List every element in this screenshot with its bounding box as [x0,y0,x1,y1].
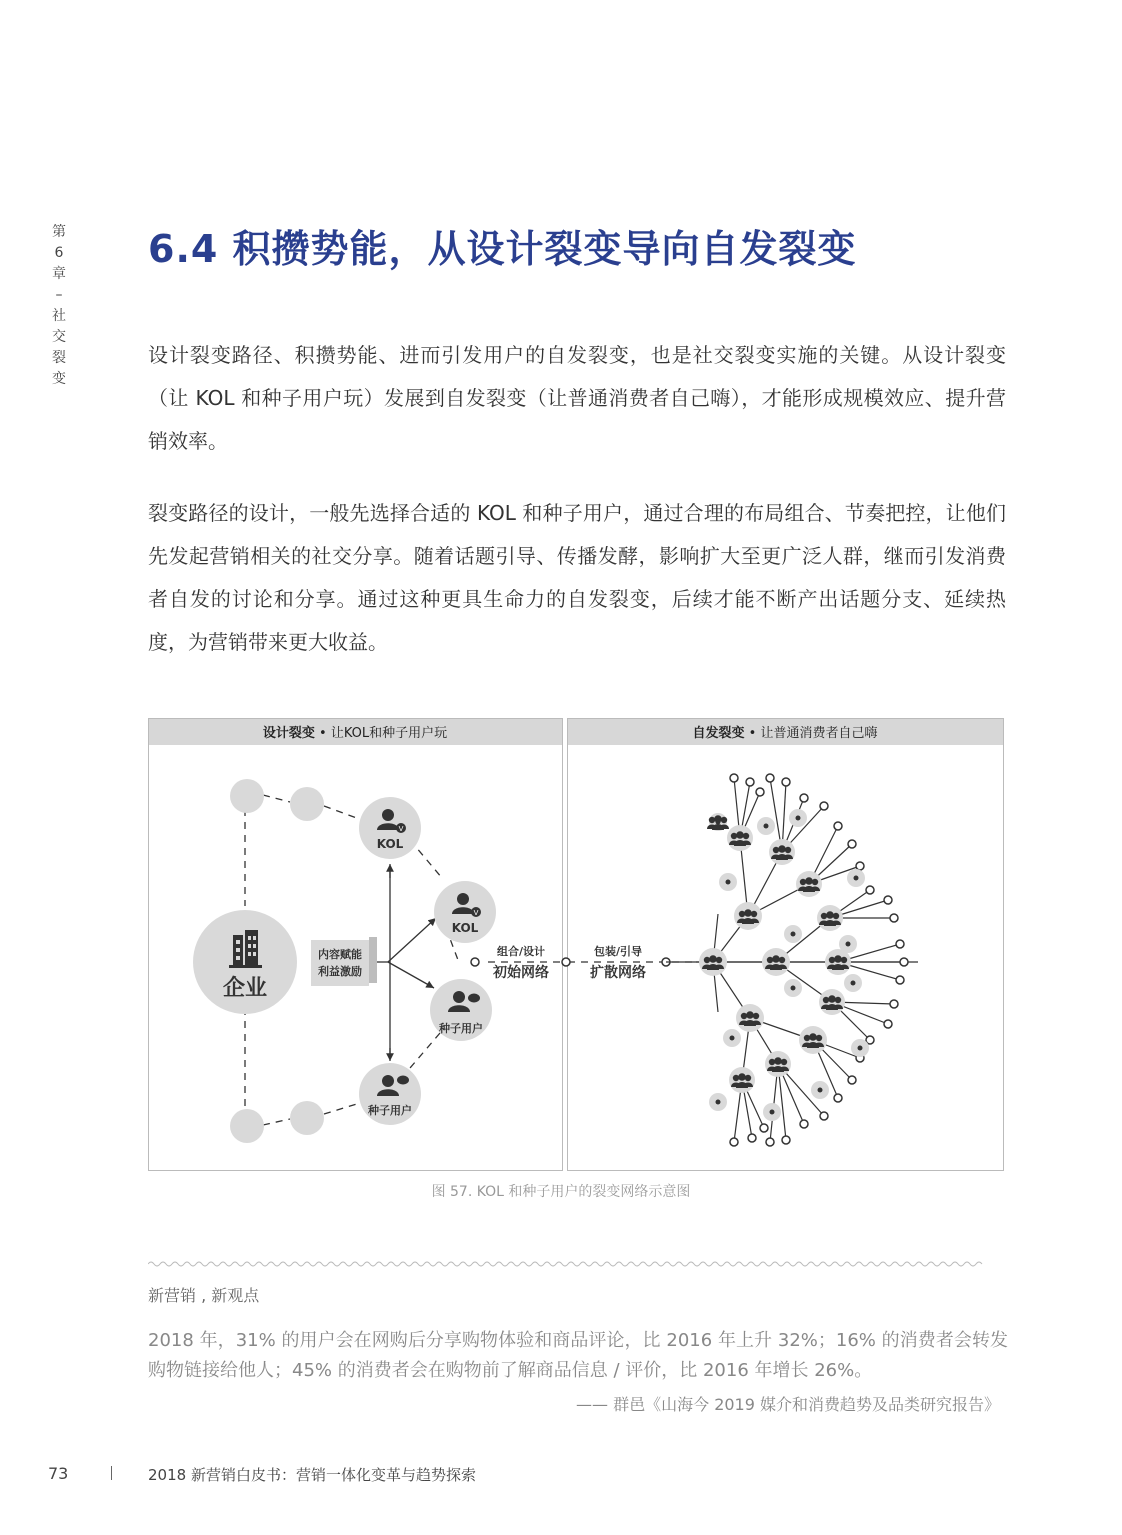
fission-network-diagram [148,718,1004,1171]
enterprise-label: 企业 [222,976,268,1001]
kol-node [434,881,496,943]
chat-bubble-icon [397,1076,409,1085]
group-icon [765,955,787,970]
seed-user-node [359,1063,421,1125]
chat-bubble-icon [468,994,480,1003]
page-number: 73 [48,1464,69,1483]
group-icon [737,909,759,924]
initial-network-label: 初始网络 [493,965,549,981]
spread-network-top: 包装/引导 [593,945,643,958]
group-icon [739,1011,761,1026]
kol-label: KOL [451,921,479,935]
left-panel-header: 设计裂变 • 让KOL和种子用户玩 [262,726,448,741]
group-icon [729,831,751,846]
footer-separator [111,1466,112,1480]
building-icon [229,930,262,968]
chapter-side-tab [44,222,74,390]
side-tab-char: 交 [52,329,66,345]
side-tab-char: 裂 [52,350,66,366]
footer-book-title: 2018 新营销白皮书：营销一体化变革与趋势探索 [148,1466,476,1484]
fission-network-figure [148,718,1004,1171]
seed-user-label: 种子用户 [439,1022,483,1035]
side-tab-char: 6 [54,245,64,261]
group-icon [731,1073,753,1088]
group-icon [827,955,849,970]
kol-node [359,797,421,859]
group-icon [767,1057,789,1072]
svg-text:V: V [473,909,479,917]
side-tab-char: 社 [52,308,66,324]
seed-user-node [430,979,492,1041]
wavy-divider [148,1260,1006,1268]
initial-network-top: 组合/设计 [496,945,546,958]
body-paragraph: 设计裂变路径、积攒势能、进而引发用户的自发裂变，也是社交裂变实施的关键。从设计裂变（让 KOL 和种子用户玩）发展到自发裂变（让普通消费者自己嗨），才能形成规模效应、提升营销效率。 [148,343,1006,453]
body-paragraph: 裂变路径的设计，一般先选择合适的 KOL 和种子用户，通过合理的布局组合、节奏把控，让他们先发起营销相关的社交分享。随着话题引导、传播发酵，影响扩大至更广泛人群，继而引发消费者自发的讨论和分享。通过这种更具生命力的自发裂变，后续才能不断产出话题分支、延续热度，为营销带来更大收益。 [148,501,1006,654]
side-tab-char: 变 [52,371,66,387]
spread-network-label: 扩散网络 [590,965,646,981]
group-icon [798,877,820,892]
note-source: —— 群邑《山海今 2019 媒介和消费趋势及品类研究报告》 [576,1395,1000,1414]
side-tab-char: 章 [52,266,66,282]
side-tab-char: – [55,287,63,303]
seed-user-label: 种子用户 [368,1104,412,1117]
group-icon [802,1033,824,1048]
group-icon [702,955,724,970]
right-panel-header: 自发裂变 • 让普通消费者自己嗨 [692,726,878,741]
svg-text:V: V [398,825,404,833]
note-body: 2018 年，31% 的用户会在网购后分享购物体验和商品评论，比 2016 年上升 32%；16% 的消费者会转发购物链接给他人；45% 的消费者会在购物前了解商品信息 / 评价，比 2016 年增长 26%。 [148,1330,1008,1381]
incentive-line2: 利益激励 [318,965,362,978]
kol-label: KOL [376,837,404,851]
group-icon [821,995,843,1010]
note-heading: 新营销 , 新观点 [148,1286,260,1305]
incentive-line1: 内容赋能 [318,948,362,961]
figure-caption: 图 57. KOL 和种子用户的裂变网络示意图 [431,1184,691,1200]
side-tab-char: 第 [52,224,66,240]
section-title: 6.4 积攒势能，从设计裂变导向自发裂变 [148,227,857,271]
enterprise-node [193,910,297,1014]
group-icon [771,845,793,860]
incentive-box [311,937,377,986]
group-icon [819,911,841,926]
